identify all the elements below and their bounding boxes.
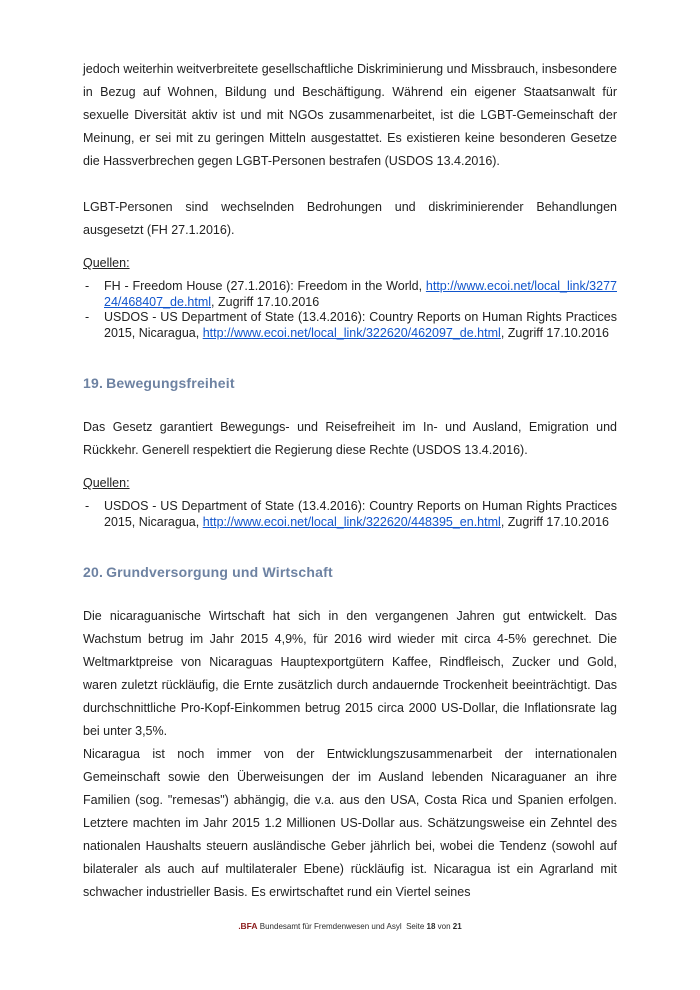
source-item xyxy=(83,310,617,341)
section-number: 19. xyxy=(83,375,104,391)
source-item xyxy=(83,279,617,310)
sources-label-1: Quellen: xyxy=(83,256,130,270)
source-text: , Zugriff 17.10.2016 xyxy=(500,325,609,340)
source-link[interactable]: http://www.ecoi.net/local_link/322620/448395_en.html xyxy=(202,514,501,529)
page-footer xyxy=(0,921,700,931)
sources-list-1 xyxy=(83,279,617,341)
source-link[interactable]: http://www.ecoi.net/local_link/322620/462097_de.html xyxy=(202,325,501,340)
section-title: Bewegungsfreiheit xyxy=(106,375,235,391)
footer-org-name: Bundesamt für Fremdenwesen und Asyl xyxy=(257,922,402,931)
source-text: , Zugriff 17.10.2016 xyxy=(211,294,320,309)
sources-list-2 xyxy=(83,499,617,530)
source-text: , Zugriff 17.10.2016 xyxy=(500,514,609,529)
footer-of-word: von xyxy=(435,922,453,931)
source-text: USDOS - US Department of State (13.4.2016): Country Reports on Human Rights Practices 2015, Nicaragua, xyxy=(104,499,617,529)
paragraph-lgbt-threats: LGBT-Personen sind wechselnden Bedrohungen und diskriminierender Behandlungen ausgesetzt (FH 27.1.2016). xyxy=(83,200,617,237)
footer-page-number: 18 xyxy=(426,922,436,931)
paragraph-lgbt-discrimination: jedoch weiterhin weitverbreitete gesellschaftliche Diskriminierung und Missbrauch, insbesondere in Bezug auf Wohnen, Bildung und Beschäftigung. Während ein eigener Staatsanwalt für sexuelle Diversität aktiv ist und mit NGOs zusammenarbeitet, ist die LGBT-Gemeinschaft der Meinung, er sei mit zu geringen Mitteln ausgestattet. Es existieren keine besonderen Gesetze die Hassverbrechen gegen LGBT-Personen bestrafen (USDOS 13.4.2016). xyxy=(83,62,617,168)
section-title: Grundversorgung und Wirtschaft xyxy=(106,564,333,580)
section-heading-19 xyxy=(83,375,617,391)
list-bullet: - xyxy=(85,499,90,513)
source-item xyxy=(83,499,617,530)
list-bullet: - xyxy=(85,310,90,324)
section-heading-20 xyxy=(83,564,617,580)
sources-label-2: Quellen: xyxy=(83,476,130,490)
source-text: USDOS - US Department of State (13.4.2016): Country Reports on Human Rights Practices 2015, Nicaragua, xyxy=(104,310,617,340)
footer-page-total: 21 xyxy=(452,922,462,931)
footer-logo-dot: . xyxy=(238,922,241,931)
bfa-logo: BFA xyxy=(240,921,258,931)
section-number: 20. xyxy=(83,564,104,580)
paragraph-freedom-of-movement: Das Gesetz garantiert Bewegungs- und Reisefreiheit im In- und Ausland, Emigration und Rückkehr. Generell respektiert die Regierung diese Rechte (USDOS 13.4.2016). xyxy=(83,420,617,457)
source-link[interactable]: http://www.ecoi.net/local_link/327724/468407_de.html xyxy=(104,279,617,309)
paragraph-economy-growth: Die nicaraguanische Wirtschaft hat sich in den vergangenen Jahren gut entwickelt. Das Wachstum betrug im Jahr 2015 4,9%, für 2016 wird wieder mit circa 4-5% gerechnet. Die Weltmarktpreise von Nicaraguas Hauptexportgütern Kaffee, Rindfleisch, Zucker und Gold, waren zuletzt rückläufig, die Ernte zusätzlich durch andauernde Trockenheit beeinträchtigt. Das durchschnittliche Pro-Kopf-Einkommen betrug 2015 circa 2000 US-Dollar, die Inflationsrate lag bei unter 3,5%. xyxy=(83,609,617,738)
source-text: FH - Freedom House (27.1.2016): Freedom in the World, xyxy=(104,279,426,293)
paragraph-economy-remittances: Nicaragua ist noch immer von der Entwicklungszusammenarbeit der internationalen Gemeinschaft sowie den Überweisungen der im Ausland lebenden Nicaraguaner an ihre Familien (sog. "remesas") abhängig, die v.a. aus den USA, Costa Rica und Spanien erfolgen. Letztere machten im Jahr 2015 1.2 Millionen US-Dollar aus. Schätzungsweise ein Zehntel des nationalen Haushalts steuern ausländische Geber jährlich bei, wobei die Tendenz (sowohl auf bilateraler als auch auf multilateraler Ebene) rückläufig ist. Nicaragua ist ein Agrarland mit schwacher industrieller Basis. Es erwirtschaftet rund ein Viertel seines xyxy=(83,747,617,899)
list-bullet: - xyxy=(85,279,90,293)
footer-page-word: Seite xyxy=(401,922,427,931)
